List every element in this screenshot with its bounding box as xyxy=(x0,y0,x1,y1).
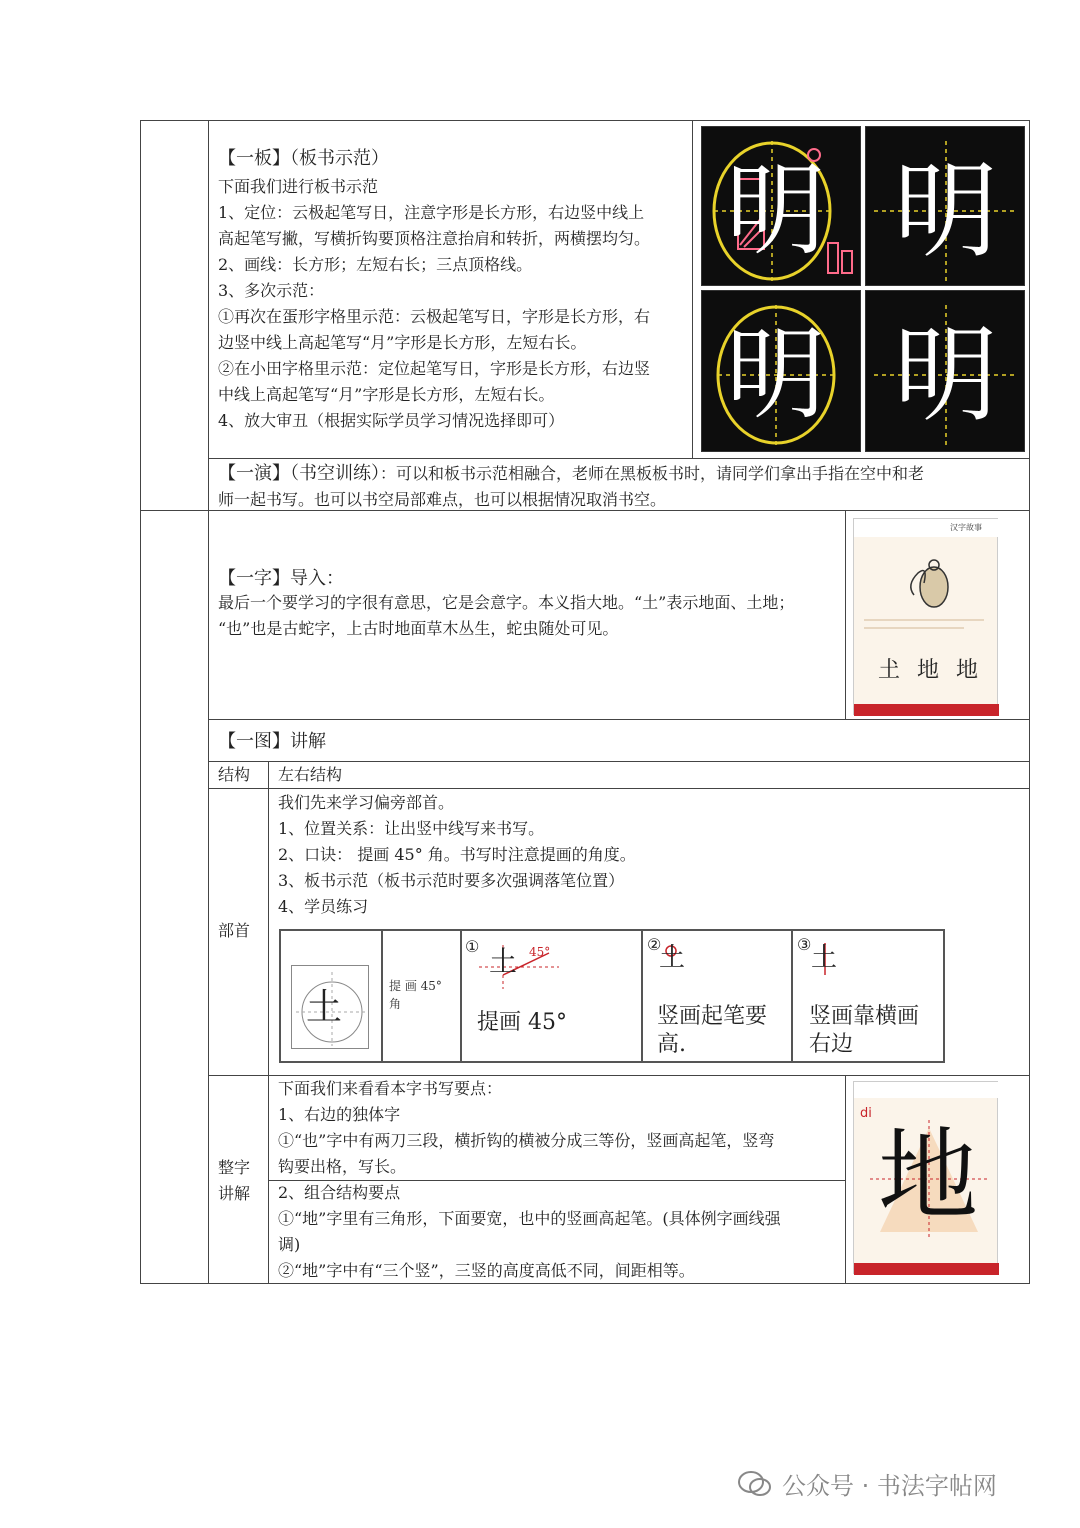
practice-strip-image xyxy=(279,929,945,1063)
text-line: 1、右边的独体字 xyxy=(278,1105,401,1124)
step-number: ① xyxy=(465,937,480,956)
radical-body xyxy=(278,790,636,920)
text-line: 2、画线：长方形；左短右长；三点顶格线。 xyxy=(218,255,533,274)
text-line: ①“也”字中有两刀三段，横折钩的横被分成三等份，竖画高起笔，竖弯 xyxy=(278,1131,775,1150)
text-line: 下面我们进行板书示范 xyxy=(218,177,379,196)
text-line: 中线上高起笔写“月”字形是长方形，左短右长。 xyxy=(218,385,555,404)
text-line: 下面我们来看看本字书写要点： xyxy=(278,1079,503,1098)
step-text: 竖画靠横画 右边 xyxy=(809,1004,920,1057)
text-line: 4、学员练习 xyxy=(278,897,369,916)
board-panel-grid xyxy=(865,126,1025,286)
text-line: ②在小田字格里示范：定位起笔写日，字形是长方形，右边竖 xyxy=(218,359,651,378)
text-line: “也”也是古蛇字，上古时地面草木丛生，蛇虫随处可见。 xyxy=(218,619,619,638)
step-number: ③ xyxy=(797,935,812,954)
text-line: 3、板书示范（板书示范时要多次强调落笔位置） xyxy=(278,871,625,890)
section-b-body xyxy=(218,590,794,642)
radical-grid-box xyxy=(291,965,369,1049)
text-line: 最后一个要学习的字很有意思，它是会意字。本义指大地。“土”表示地面、土地； xyxy=(218,593,795,612)
board-char: 明 xyxy=(726,152,826,269)
text-line: 2、口诀： 提画 45° 角。书写时注意提画的角度。 xyxy=(278,845,636,864)
text-line: 钩要出格，写长。 xyxy=(278,1157,407,1176)
text-line: 4、放大审丑（根据实际学员学习情况选择即可） xyxy=(218,411,565,430)
card-char: 地 xyxy=(878,1117,978,1234)
board-char: 明 xyxy=(893,314,998,436)
snake-illustration-icon xyxy=(896,545,956,615)
board-panel-egg-trace xyxy=(701,126,861,286)
card-title: 汉字故事 xyxy=(950,523,982,532)
radical-note: 提 画 45° 角 xyxy=(389,979,442,1011)
board-demo-photo xyxy=(701,126,1025,452)
text-line: ②“地”字中有“三个竖”，三竖的高度高低不同，间距相等。 xyxy=(278,1261,695,1280)
story-card-image xyxy=(853,518,998,715)
radical-label: 部首 xyxy=(218,921,251,940)
section-heading: 【一图】讲解 xyxy=(218,731,326,752)
radical-char: 土 xyxy=(306,987,343,1028)
board-panel-grid-2 xyxy=(865,290,1025,452)
text-line: ①再次在蛋形字格里示范：云极起笔写日，字形是长方形，右 xyxy=(218,307,651,326)
text-line: 调) xyxy=(278,1235,301,1254)
practice-row: 【一演】（书空训练）：可以和板书示范相融合，老师在黑板板书时，请同学们拿出手指在空中和老 师一起书写。也可以书空局部难点，也可以根据情况取消书空。 xyxy=(218,463,925,509)
step-number: ② xyxy=(647,935,662,954)
wechat-icon xyxy=(738,1470,772,1498)
whole-char-body xyxy=(278,1076,781,1284)
structure-label: 结构 xyxy=(218,765,251,784)
step-text: 提画 45° xyxy=(477,1010,567,1035)
watermark: 公众号 · 书法字帖网 xyxy=(738,1466,997,1501)
text-line: 3、多次示范： xyxy=(218,281,325,300)
char-card-image xyxy=(853,1081,998,1274)
text-line: 我们先来学习偏旁部首。 xyxy=(278,793,455,812)
whole-char-label: 整字 讲解 xyxy=(218,1158,251,1203)
section-heading: 【一板】（板书示范） xyxy=(218,148,389,169)
text-line: 边竖中线上高起笔写“月”字形是长方形，左短右长。 xyxy=(218,333,587,352)
text-line: 2、组合结构要点 xyxy=(278,1183,401,1202)
text-line: 1、位置关系：让出竖中线写来书写。 xyxy=(278,819,545,838)
angle-label: 45° xyxy=(529,945,551,959)
text-line: 高起笔写撇，写横折钩要顶格注意抬肩和转折，两横摆均匀。 xyxy=(218,229,651,248)
step-char: 土 xyxy=(659,943,686,973)
text-line: ①“地”字里有三角形，下面要宽，也中的竖画高起笔。(具体例字画线强 xyxy=(278,1209,781,1228)
text-line: 1、定位：云极起笔写日，注意字形是长方形，右边竖中线上 xyxy=(218,203,645,222)
step-char: 土 xyxy=(489,945,518,978)
card-pinyin: di xyxy=(860,1106,872,1121)
step-text: 竖画起笔要 高. xyxy=(657,1004,768,1057)
section-heading: 【一字】导入： xyxy=(218,568,344,589)
board-panel-egg xyxy=(701,290,861,452)
board-char: 明 xyxy=(726,316,826,433)
card-char-row: 𡈽 地 地 xyxy=(878,658,978,683)
section-a-body xyxy=(218,174,650,434)
step-char: 土 xyxy=(811,943,838,973)
board-char: 明 xyxy=(893,150,998,272)
structure-value: 左右结构 xyxy=(278,765,343,784)
